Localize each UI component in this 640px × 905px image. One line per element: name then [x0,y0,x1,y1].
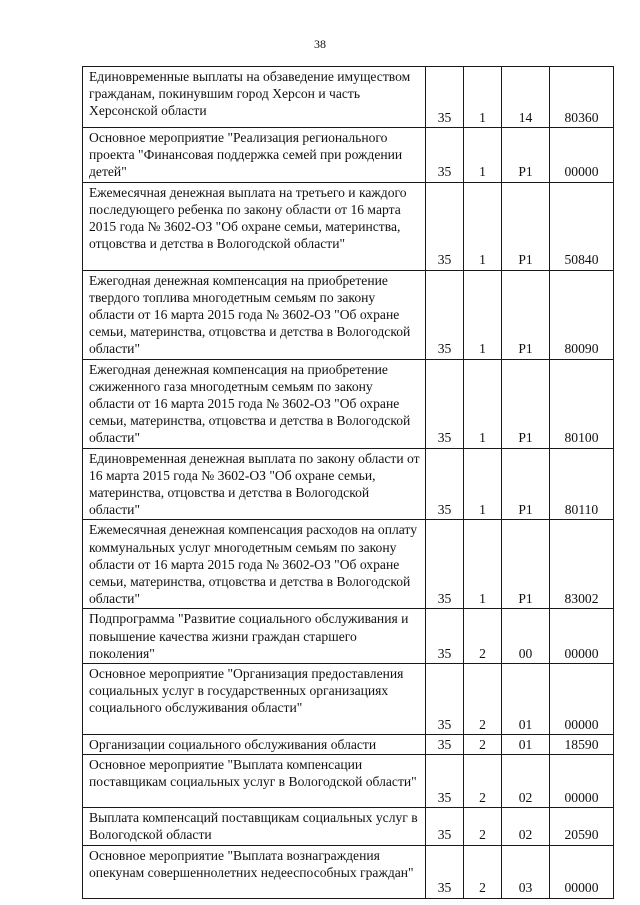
table-row [83,67,614,128]
row-code-2: 2 [464,609,502,664]
row-name: Подпрограмма "Развитие социального обслуживания и повышение качества жизни граждан старшего поколения" [83,609,426,664]
row-name: Основное мероприятие "Реализация регионального проекта "Финансовая поддержка семей при рождении детей" [83,128,426,183]
table-row [83,359,614,448]
row-code-2: 2 [464,755,502,808]
table-row [83,845,614,898]
row-code-2: 2 [464,735,502,755]
row-code-3: P1 [502,182,550,270]
row-code-3: 00 [502,609,550,664]
row-code-3: 01 [502,735,550,755]
table-row [83,270,614,359]
row-name: Ежегодная денежная компенсация на приобретение твердого топлива многодетным семьям по закону области от 16 марта 2015 года № 3602-ОЗ "Об охране семьи, материнства, отцовства и детства в Вологодской области" [83,270,426,359]
row-code-2: 2 [464,664,502,735]
row-code-1: 35 [426,359,464,448]
row-name: Основное мероприятие "Выплата компенсации поставщикам социальных услуг в Вологодской области" [83,755,426,808]
row-code-2: 1 [464,67,502,128]
row-code-4: 00000 [550,845,614,898]
row-name: Единовременные выплаты на обзаведение имуществом гражданам, покинувшим город Херсон и часть Херсонской области [83,67,426,128]
row-code-1: 35 [426,520,464,609]
row-code-3: P1 [502,448,550,520]
row-code-3: 02 [502,808,550,845]
row-code-3: P1 [502,359,550,448]
row-code-4: 80110 [550,448,614,520]
row-code-2: 2 [464,808,502,845]
page-number: 38 [314,37,326,51]
row-code-4: 80090 [550,270,614,359]
row-code-2: 1 [464,270,502,359]
row-code-2: 2 [464,845,502,898]
row-code-2: 1 [464,520,502,609]
row-code-4: 00000 [550,128,614,183]
row-code-4: 80100 [550,359,614,448]
row-name: Организации социального обслуживания области [83,735,426,755]
row-code-3: P1 [502,128,550,183]
row-code-1: 35 [426,845,464,898]
row-code-4: 83002 [550,520,614,609]
row-code-4: 80360 [550,67,614,128]
row-code-1: 35 [426,664,464,735]
row-code-4: 00000 [550,609,614,664]
row-code-1: 35 [426,270,464,359]
row-code-1: 35 [426,448,464,520]
table-row [83,520,614,609]
row-code-1: 35 [426,67,464,128]
row-code-1: 35 [426,755,464,808]
row-code-3: 01 [502,664,550,735]
row-code-1: 35 [426,609,464,664]
row-code-3: P1 [502,520,550,609]
row-name: Основное мероприятие "Выплата вознаграждения опекунам совершеннолетних недееспособных граждан" [83,845,426,898]
row-code-2: 1 [464,359,502,448]
row-code-3: 03 [502,845,550,898]
row-name: Выплата компенсаций поставщикам социальных услуг в Вологодской области [83,808,426,845]
table-row [83,808,614,845]
table-row [83,448,614,520]
row-code-2: 1 [464,128,502,183]
row-code-1: 35 [426,182,464,270]
table-row [83,664,614,735]
table-row [83,609,614,664]
row-code-1: 35 [426,128,464,183]
row-code-3: P1 [502,270,550,359]
row-code-4: 50840 [550,182,614,270]
row-name: Ежемесячная денежная выплата на третьего и каждого последующего ребенка по закону области от 16 марта 2015 года № 3602-ОЗ "Об охране семьи, материнства, отцовства и детства в Вологодской области" [83,182,426,270]
row-name: Ежемесячная денежная компенсация расходов на оплату коммунальных услуг многодетным семьям по закону области от 16 марта 2015 года № 3602-ОЗ "Об охране семьи, материнства, отцовства и детства в Вологодской области" [83,520,426,609]
row-code-1: 35 [426,808,464,845]
row-code-1: 35 [426,735,464,755]
budget-classification-table [82,66,614,899]
row-code-2: 1 [464,182,502,270]
row-code-3: 02 [502,755,550,808]
table-row [83,128,614,183]
row-code-4: 00000 [550,664,614,735]
row-code-4: 00000 [550,755,614,808]
table-row [83,182,614,270]
row-code-2: 1 [464,448,502,520]
row-name: Единовременная денежная выплата по закону области от 16 марта 2015 года № 3602-ОЗ "Об охране семьи, материнства, отцовства и детства в Вологодской области" [83,448,426,520]
row-code-3: 14 [502,67,550,128]
row-name: Ежегодная денежная компенсация на приобретение сжиженного газа многодетным семьям по закону области от 16 марта 2015 года № 3602-ОЗ "Об охране семьи, материнства, отцовства и детства в Вологодской области" [83,359,426,448]
row-code-4: 20590 [550,808,614,845]
row-code-4: 18590 [550,735,614,755]
table-row [83,755,614,808]
row-name: Основное мероприятие "Организация предоставления социальных услуг в государственных организациях социального обслуживания области" [83,664,426,735]
table-row [83,735,614,755]
